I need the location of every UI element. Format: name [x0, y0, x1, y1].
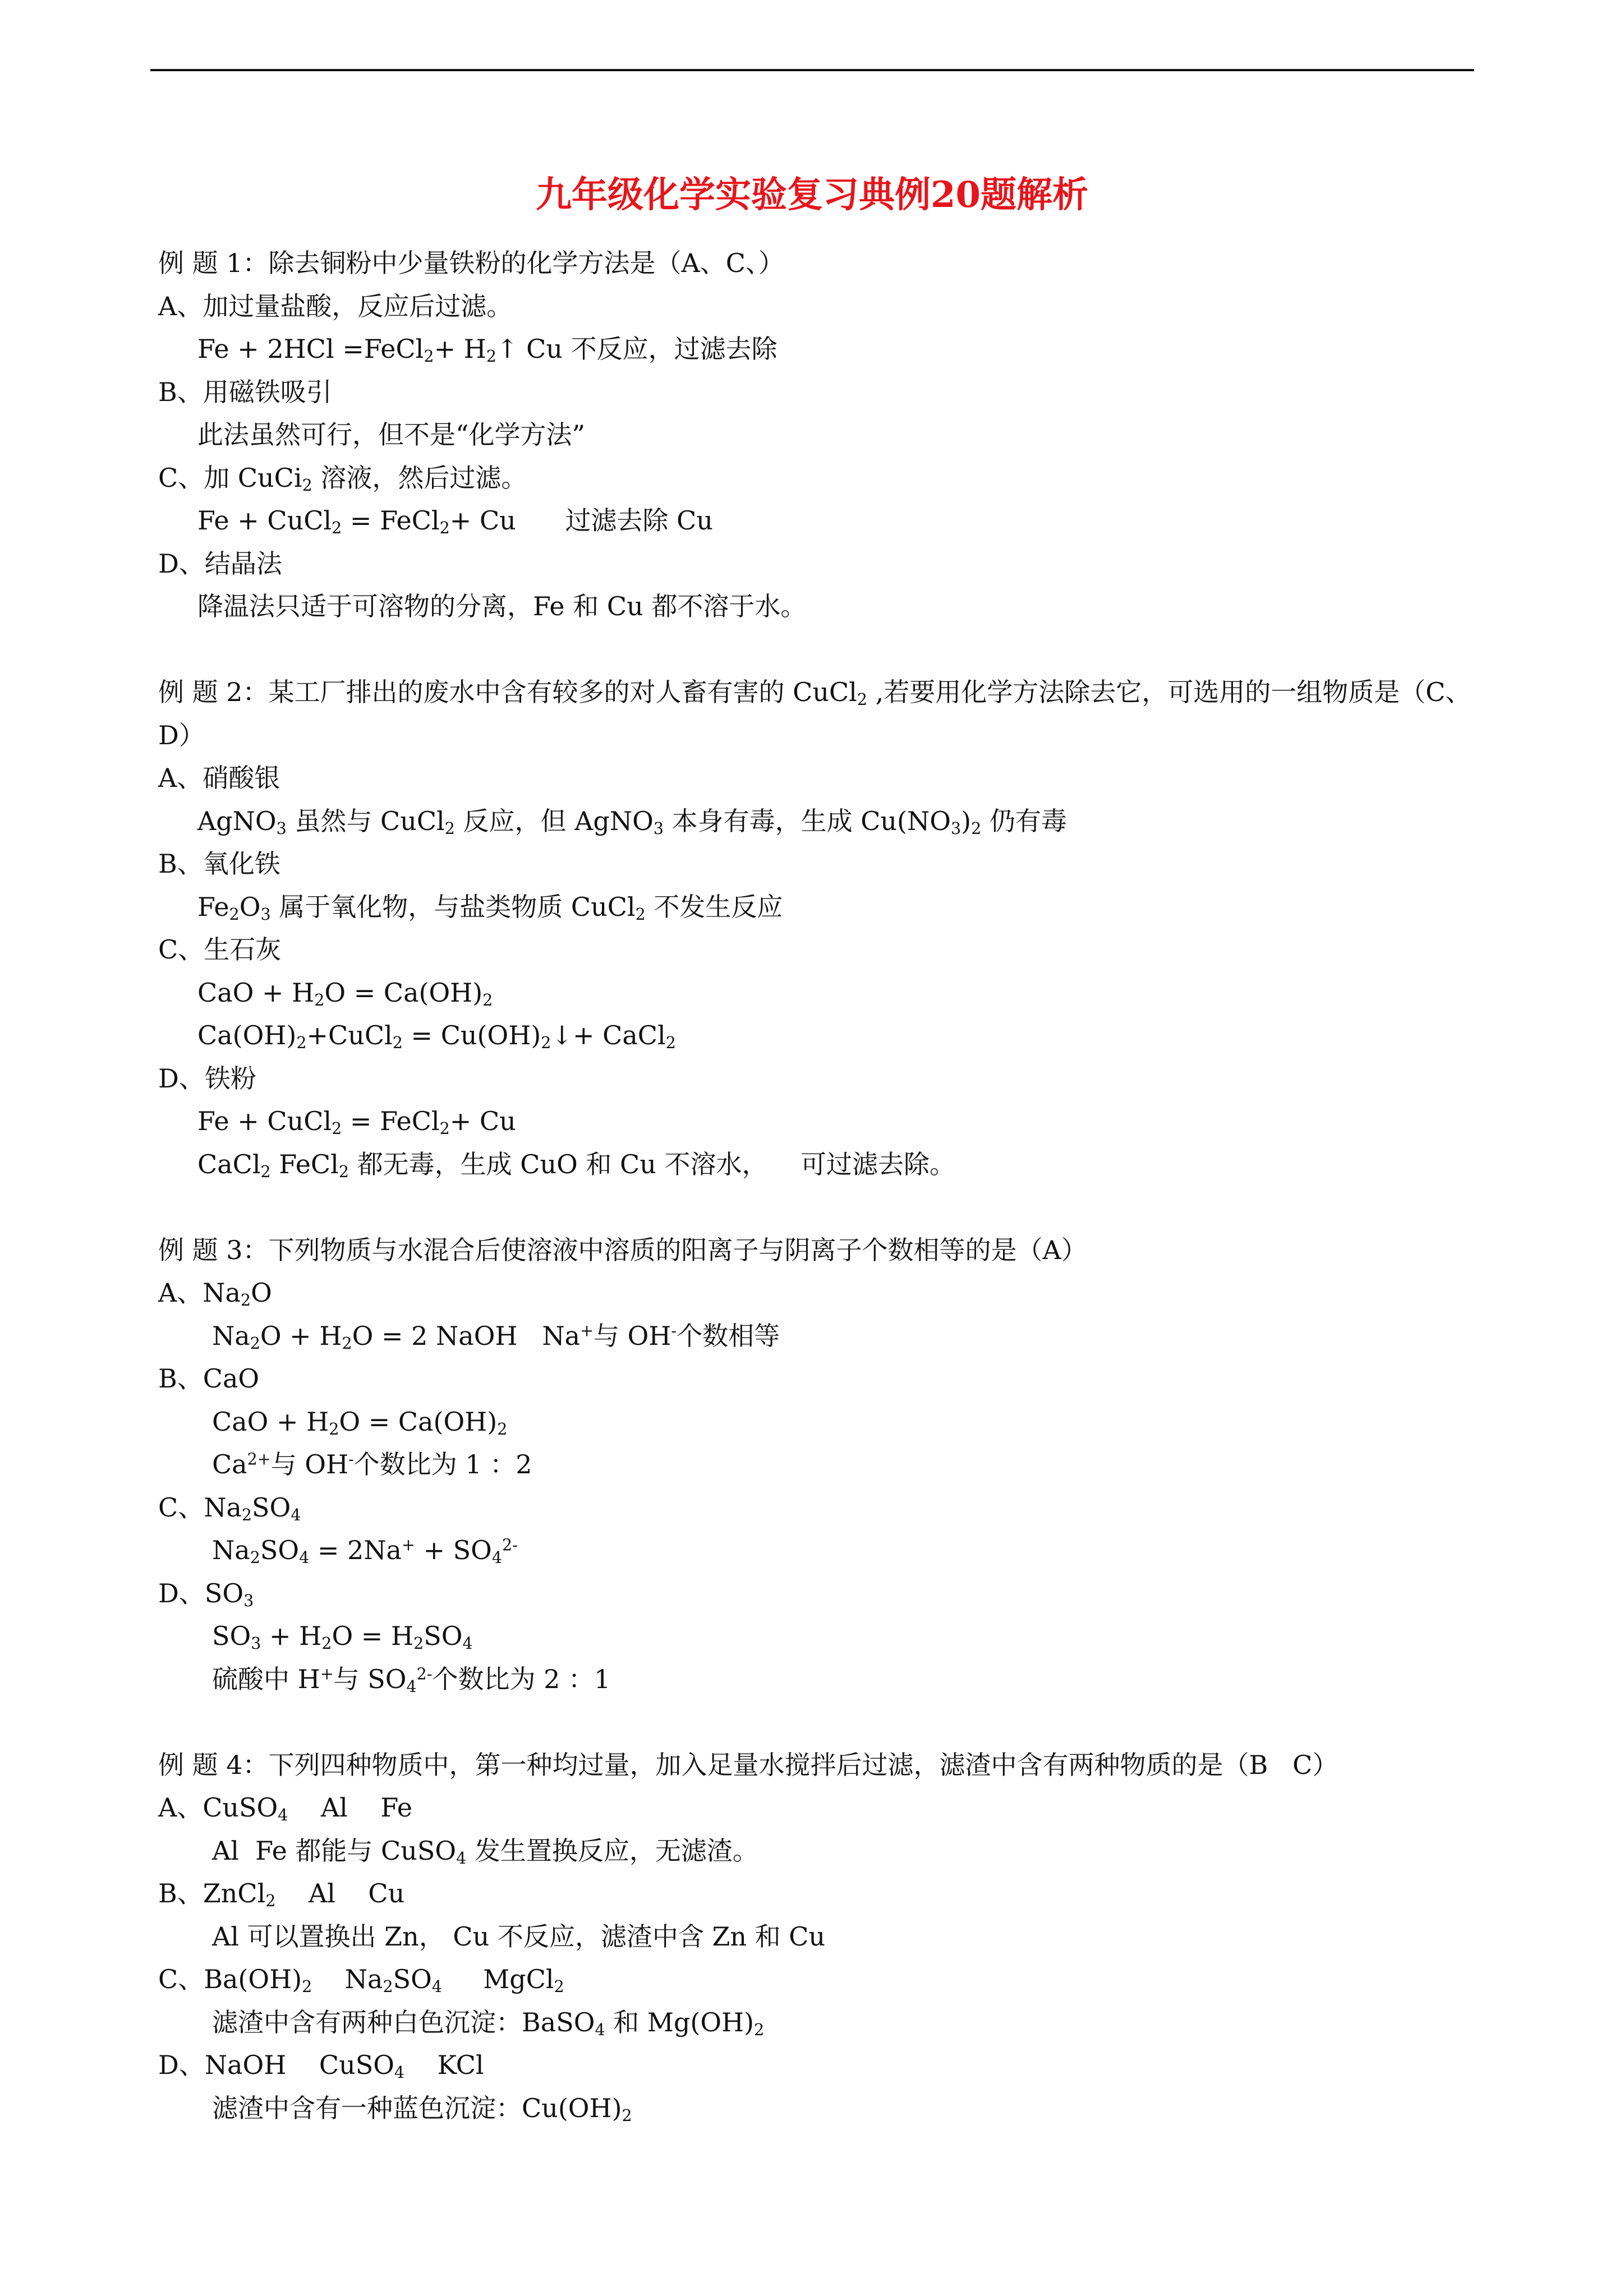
q4-option-d: D、NaOH CuSO$_4$ KCl — [158, 2050, 484, 2082]
q2-stem: 例 题 2：某工厂排出的废水中含有较多的对人畜有害的 CuCl$_2$ ,若要用化学方法除去它，可选用的一组物质是（C、D） — [158, 677, 1471, 750]
q2-option-d-explain: CaCl$_2$ FeCl$_2$ 都无毒，生成 CuO 和 Cu 不溶水， 可过滤去除。 — [197, 1149, 955, 1181]
document-body — [158, 242, 1476, 2129]
q1-option-c: C、加 CuCi$_2$ 溶液，然后过滤。 — [158, 462, 527, 495]
q2-option-c-equation-2: $Ca(OH)_2+CuCl_2$ = $Cu(OH)_2↓+$ CaCl$_2$ — [197, 1020, 676, 1053]
q3-option-a-explain: $Na_2O + H_2O = 2$ NaOH Na+与 OH-个数相等 — [212, 1320, 780, 1353]
q1-option-d-explain: 降温法只适于可溶物的分离，Fe 和 Cu 都不溶于水。 — [197, 591, 807, 621]
q1-option-a-explain: Fe + 2HCl =FeCl$_2$+ $H_2↑$ Cu 不反应，过滤去除 — [197, 334, 778, 366]
q3-option-a: A、$Na_2O$ — [158, 1278, 272, 1310]
q3-option-b: B、CaO — [158, 1363, 260, 1394]
q2-option-a-explain: AgNO$_3$ 虽然与 CuCl$_2$ 反应，但 AgNO$_3$ 本身有毒，生成 $Cu(NO_3)_2$ 仍有毒 — [197, 805, 1067, 838]
q3-option-b-explain: $Ca^{2+}$与 OH-个数比为 1 ：2 — [212, 1449, 532, 1479]
q3-option-c: C、$Na_2SO_4$ — [158, 1492, 301, 1524]
q4-stem: 例 题 4：下列四种物质中，第一种均过量，加入足量水搅拌后过滤，滤渣中含有两种物质的是（B C） — [158, 1749, 1338, 1780]
q2-option-d: D、铁粉 — [158, 1063, 256, 1094]
header-rule — [150, 69, 1474, 71]
q3-option-d: D、$SO_3$ — [158, 1578, 254, 1610]
q2-option-c: C、生石灰 — [158, 934, 282, 965]
q1-stem: 例 题 1：除去铜粉中少量铁粉的化学方法是（A、C、） — [158, 248, 784, 278]
q1-option-b-explain: 此法虽然可行，但不是“化学方法” — [197, 419, 586, 450]
q3-option-d-equation: $SO_3 + H_2O = H_2SO_4$ — [212, 1621, 473, 1653]
q1-option-c-explain: Fe + CuCl$_2$ = FeCl$_2$+ Cu 过滤去除 Cu — [197, 505, 713, 538]
q4-option-a: A、CuSO$_4$ Al Fe — [158, 1792, 412, 1825]
q1-option-b: B、用磁铁吸引 — [158, 376, 332, 407]
q3-option-b-equation: CaO + $H_2O = Ca(OH)_2$ — [212, 1406, 508, 1439]
q4-option-c-explain: 滤渣中含有两种白色沉淀：BaSO$_4$ 和 $Mg(OH)_2$ — [212, 2007, 765, 2039]
q2-option-d-equation: Fe + CuCl$_2$ = FeCl$_2$+ Cu — [197, 1106, 516, 1138]
q2-option-b-explain: $Fe_2O_3$ 属于氧化物，与盐类物质 CuCl$_2$ 不发生反应 — [197, 891, 783, 924]
q1-option-a: A、加过量盐酸，反应后过滤。 — [158, 291, 513, 321]
q4-option-b-explain: Al 可以置换出 Zn， Cu 不反应，滤渣中含 Zn 和 Cu — [212, 1921, 826, 1952]
q2-option-a: A、硝酸银 — [158, 763, 280, 793]
q3-stem: 例 题 3：下列物质与水混合后使溶液中溶质的阳离子与阴离子个数相等的是（A） — [158, 1234, 1087, 1265]
q1-option-d: D、结晶法 — [158, 548, 282, 579]
q2-option-b: B、氧化铁 — [158, 849, 280, 879]
q3-option-d-explain: 硫酸中 H+与 $SO_4^{2-}$个数比为 2 ：1 — [212, 1663, 611, 1696]
q4-option-d-explain: 滤渣中含有一种蓝色沉淀：$Cu(OH)_2$ — [212, 2092, 632, 2125]
q4-option-b: B、ZnCl$_2$ Al Cu — [158, 1878, 405, 1911]
q3-option-c-equation: $Na_2SO_4 = 2Na^+ + SO_4^{2-}$ — [212, 1535, 518, 1567]
page-title: 九年级化学实验复习典例20题解析 — [535, 174, 1089, 216]
q2-option-c-equation-1: CaO + $H_2O = Ca(OH)_2$ — [197, 977, 493, 1009]
q4-option-a-explain: Al Fe 都能与 CuSO$_4$ 发生置换反应，无滤渣。 — [212, 1835, 758, 1868]
q4-option-c: C、$Ba(OH)_2$ $Na_2SO_4$ MgCl$_2$ — [158, 1964, 564, 1997]
